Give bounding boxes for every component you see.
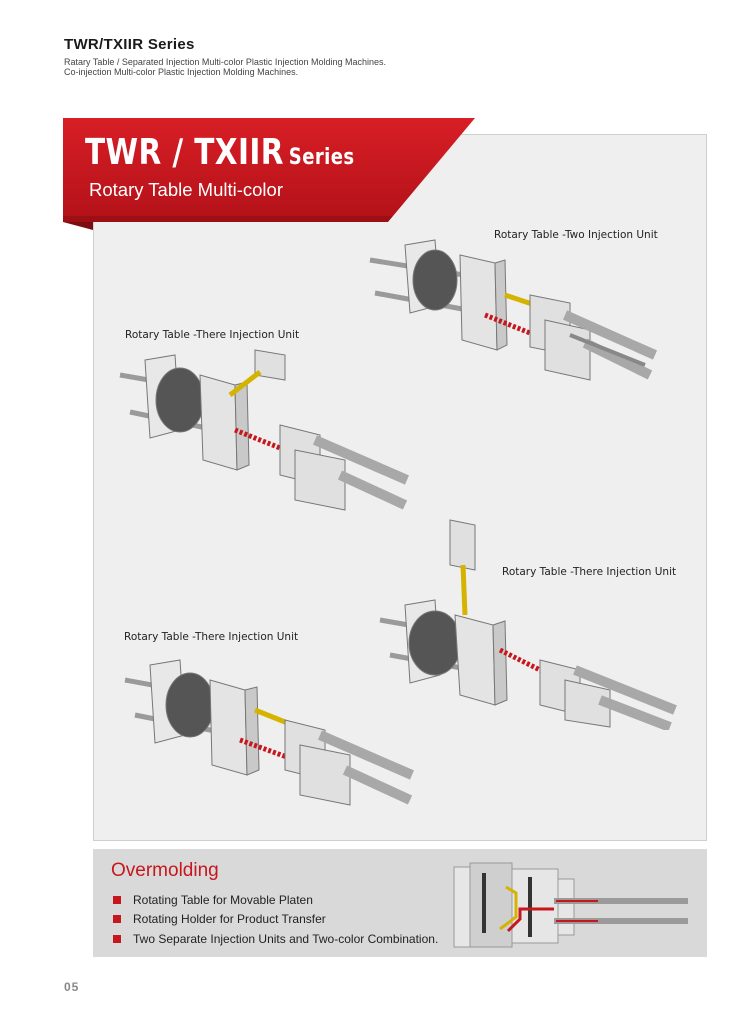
overmolding-diagram [448,859,693,949]
banner-title-text: TWR / TXIIR [85,132,284,173]
feature-text: Two Separate Injection Units and Two-color Combination. [133,931,439,946]
machine-illustration-three-unit-a [115,340,415,520]
list-item [113,929,438,949]
subtitle-line-2: Co-injection Multi-color Plastic Injection Molding Machines. [64,67,299,77]
machine-illustration-three-unit-c [120,650,420,820]
subtitle-line-1: Ratary Table / Separated Injection Multi-color Plastic Injection Molding Machines. [64,57,386,67]
feature-text: Rotating Holder for Product Transfer [133,912,326,927]
figure-caption-1: Rotary Table -Two Injection Unit [494,229,658,241]
overmolding-features [113,890,438,949]
series-banner [63,118,483,223]
feature-text: Rotating Table for Movable Platen [133,892,313,907]
overmolding-title: Overmolding [111,860,219,881]
page-number: 05 [64,980,80,994]
banner-series: Series [288,145,355,170]
figure-caption-2: Rotary Table -There Injection Unit [125,329,300,341]
document-title: TWR/TXIIR Series [64,36,195,53]
figure-caption-3: Rotary Table -There Injection Unit [502,566,677,578]
document-subtitle [64,57,386,77]
banner-title [85,132,355,173]
list-item [113,890,438,910]
machine-illustration-three-unit-b [375,515,685,730]
list-item [113,910,438,930]
square-bullet-icon [113,915,121,923]
square-bullet-icon [113,935,121,943]
figure-caption-4: Rotary Table -There Injection Unit [124,631,299,643]
square-bullet-icon [113,896,121,904]
overmolding-section [93,849,707,957]
banner-subtitle: Rotary Table Multi-color [89,179,283,200]
